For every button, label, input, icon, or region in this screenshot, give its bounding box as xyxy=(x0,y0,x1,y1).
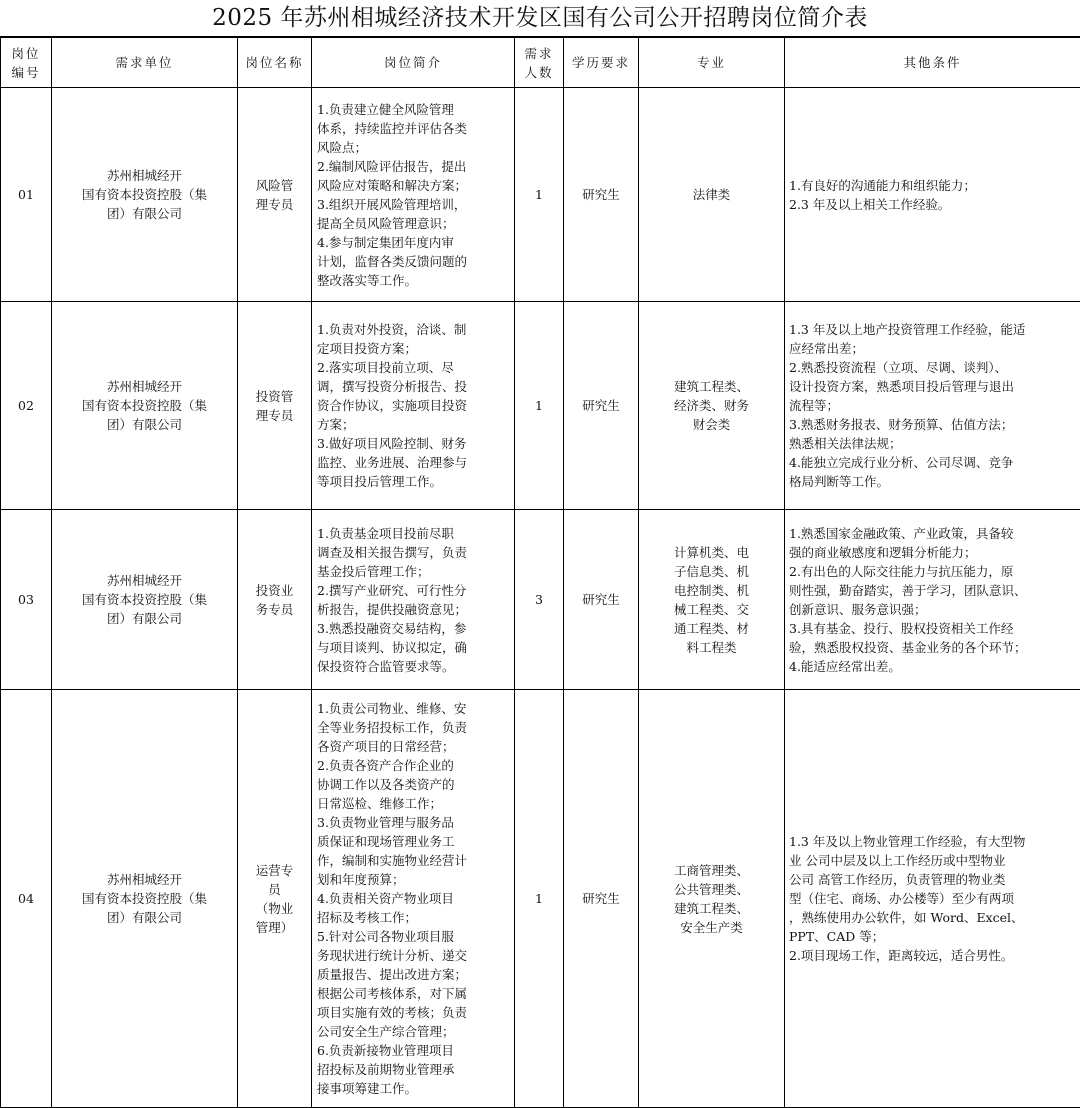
cell-education: 研究生 xyxy=(564,88,639,302)
cell-unit: 苏州相城经开 国有资本投资控股（集 团）有限公司 xyxy=(52,690,238,1108)
header-unit: 需求单位 xyxy=(52,38,238,88)
cell-count: 1 xyxy=(515,690,564,1108)
cell-unit: 苏州相城经开 国有资本投资控股（集 团）有限公司 xyxy=(52,302,238,510)
cell-unit: 苏州相城经开 国有资本投资控股（集 团）有限公司 xyxy=(52,510,238,690)
cell-major: 工商管理类、 公共管理类、 建筑工程类、 安全生产类 xyxy=(639,690,785,1108)
header-count: 需求 人数 xyxy=(515,38,564,88)
cell-code: 04 xyxy=(1,690,52,1108)
table-header-row xyxy=(1,38,1080,88)
table-row xyxy=(1,510,1080,690)
cell-unit: 苏州相城经开 国有资本投资控股（集 团）有限公司 xyxy=(52,88,238,302)
cell-count: 1 xyxy=(515,302,564,510)
page-title: 2025 年苏州相城经济技术开发区国有公司公开招聘岗位简介表 xyxy=(0,0,1080,37)
positions-table xyxy=(0,37,1080,1108)
cell-education: 研究生 xyxy=(564,510,639,690)
cell-education: 研究生 xyxy=(564,302,639,510)
table-row xyxy=(1,690,1080,1108)
cell-description: 1.负责建立健全风险管理 体系，持续监控并评估各类 风险点； 2.编制风险评估报告，提出 风险应对策略和解决方案； 3.组织开展风险管理培训， 提高全员风险管理意识； 4.参与制定集团年度内审 计划，监督各类反馈问题的 整改落实等工作。 xyxy=(312,88,515,302)
cell-code: 01 xyxy=(1,88,52,302)
cell-description: 1.负责公司物业、维修、安 全等业务招投标工作，负责 各资产项目的日常经营； 2.负责各资产合作企业的 协调工作以及各类资产的 日常巡检、维修工作； 3.负责物业管理与服务品 质保证和现场管理业务工 作，编制和实施物业经营计 划和年度预算； 4.负责相关资产物业项目 招标及考核工作； 5.针对公司各物业项目服 务现状进行统计分析、递交 质量报告、提出改进方案； 根据公司考核体系，对下属 项目实施有效的考核；负责 公司安全生产综合管理； 6.负责新接物业管理项目 招投标及前期物业管理承 接事项筹建工作。 xyxy=(312,690,515,1108)
cell-other: 1.3 年及以上物业管理工作经验，有大型物 业 公司中层及以上工作经历或中型物业 公司 高管工作经历，负责管理的物业类 型（住宅、商场、办公楼等）至少有两项 ，熟练使用办公软件，如 Word、Excel、 PPT、CAD 等； 2.项目现场工作，距离较远，适合男性。 xyxy=(785,690,1080,1108)
table-row xyxy=(1,302,1080,510)
table-row xyxy=(1,88,1080,302)
cell-description: 1.负责基金项目投前尽职 调查及相关报告撰写，负责 基金投后管理工作； 2.撰写产业研究、可行性分 析报告，提供投融资意见； 3.熟悉投融资交易结构，参 与项目谈判、协议拟定，确 保投资符合监管要求等。 xyxy=(312,510,515,690)
header-code: 岗位 编号 xyxy=(1,38,52,88)
cell-description: 1.负责对外投资，洽谈、制 定项目投资方案； 2.落实项目投前立项、尽 调，撰写投资分析报告、投 资合作协议，实施项目投资 方案； 3.做好项目风险控制、财务 监控、业务进展、治理参与 等项目投后管理工作。 xyxy=(312,302,515,510)
cell-other: 1.有良好的沟通能力和组织能力； 2.3 年及以上相关工作经验。 xyxy=(785,88,1080,302)
header-education: 学历要求 xyxy=(564,38,639,88)
cell-code: 03 xyxy=(1,510,52,690)
cell-position: 风险管 理专员 xyxy=(238,88,312,302)
cell-major: 计算机类、电 子信息类、机 电控制类、机 械工程类、交 通工程类、材 料工程类 xyxy=(639,510,785,690)
cell-count: 1 xyxy=(515,88,564,302)
cell-education: 研究生 xyxy=(564,690,639,1108)
cell-code: 02 xyxy=(1,302,52,510)
cell-major: 法律类 xyxy=(639,88,785,302)
cell-other: 1.熟悉国家金融政策、产业政策，具备较 强的商业敏感度和逻辑分析能力； 2.有出色的人际交往能力与抗压能力，原 则性强，勤奋踏实，善于学习，团队意识、 创新意识、服务意识强； 3.具有基金、投行、股权投资相关工作经 验，熟悉股权投资、基金业务的各个环节； 4.能适应经常出差。 xyxy=(785,510,1080,690)
header-major: 专业 xyxy=(639,38,785,88)
cell-position: 投资业 务专员 xyxy=(238,510,312,690)
header-description: 岗位简介 xyxy=(312,38,515,88)
cell-major: 建筑工程类、 经济类、财务 财会类 xyxy=(639,302,785,510)
cell-position: 运营专 员 （物业 管理） xyxy=(238,690,312,1108)
cell-other: 1.3 年及以上地产投资管理工作经验，能适 应经常出差； 2.熟悉投资流程（立项、尽调、谈判）、 设计投资方案，熟悉项目投后管理与退出 流程等； 3.熟悉财务报表、财务预算、估值方法； 熟悉相关法律法规； 4.能独立完成行业分析、公司尽调、竞争 格局判断等工作。 xyxy=(785,302,1080,510)
cell-count: 3 xyxy=(515,510,564,690)
cell-position: 投资管 理专员 xyxy=(238,302,312,510)
header-position: 岗位名称 xyxy=(238,38,312,88)
header-other: 其他条件 xyxy=(785,38,1080,88)
